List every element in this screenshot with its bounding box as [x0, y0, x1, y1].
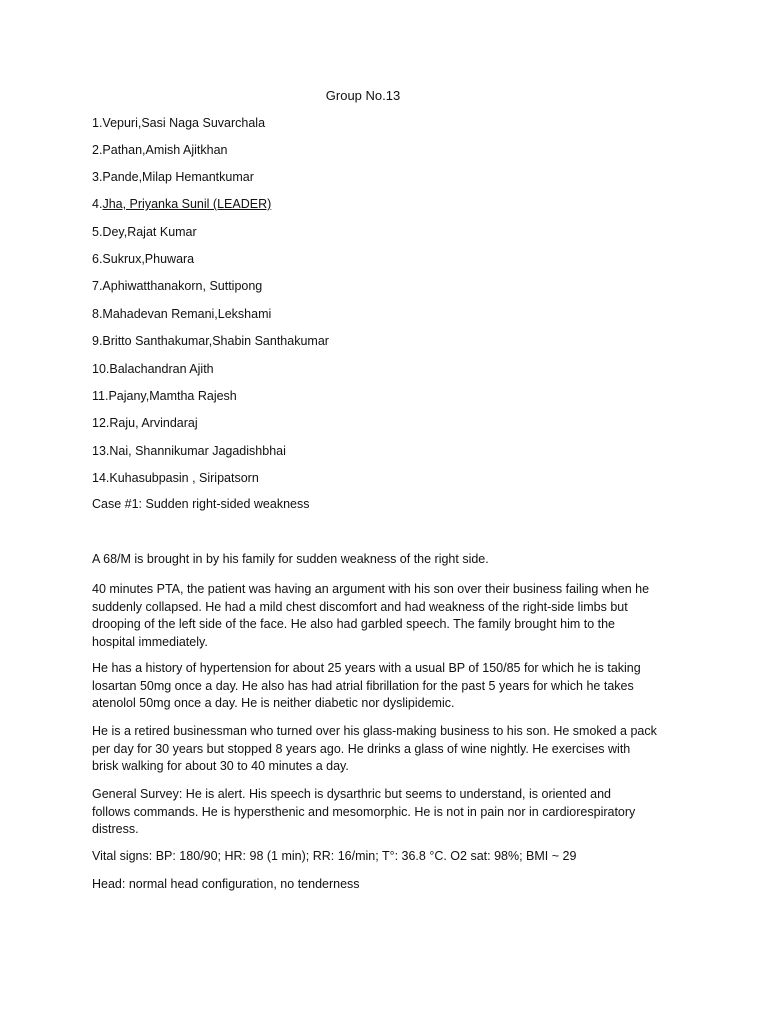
paragraph-line: atenolol 50mg once a day. He is neither diabetic nor dyslipidemic. — [92, 696, 455, 710]
paragraph-line: He has a history of hypertension for about 25 years with a usual BP of 150/85 for which he is taking — [92, 661, 641, 675]
paragraph-line: Vital signs: BP: 180/90; HR: 98 (1 min); RR: 16/min; T°: 36.8 °C. O2 sat: 98%; BMI ~ 29 — [92, 849, 577, 863]
paragraph-line: suddenly collapsed. He had a mild chest discomfort and had weakness of the right-side limbs but — [92, 599, 628, 614]
member-item-leader — [92, 197, 271, 211]
case-title: Case #1: Sudden right-sided weakness — [92, 497, 310, 511]
group-title: Group No.13 — [325, 88, 401, 103]
member-item: 13.Nai, Shannikumar Jagadishbhai — [92, 444, 286, 458]
case-paragraph — [92, 581, 692, 651]
member-item: 12.Raju, Arvindaraj — [92, 416, 198, 430]
paragraph-line: He is a retired businessman who turned over his glass-making business to his son. He smoked a pack — [92, 724, 657, 738]
paragraph-line: 40 minutes PTA, the patient was having an argument with his son over their business failing when he — [92, 582, 650, 596]
member-item: 1.Vepuri,Sasi Naga Suvarchala — [92, 116, 266, 130]
paragraph-line: drooping of the left side of the face. He also had garbled speech. The family brought him to the — [92, 617, 616, 631]
case-paragraph — [92, 660, 692, 713]
member-item: 3.Pande,Milap Hemantkumar — [92, 170, 254, 184]
member-item: 14.Kuhasubpasin , Siripatsorn — [92, 471, 259, 485]
case-paragraph — [92, 848, 692, 866]
member-item: 10.Balachandran Ajith — [92, 362, 214, 376]
paragraph-line: brisk walking for about 30 to 40 minutes a day. — [92, 759, 349, 773]
member-item: 2.Pathan,Amish Ajitkhan — [92, 143, 228, 157]
paragraph-line: per day for 30 years but stopped 8 years ago. He drinks a glass of wine nightly. He exercises with — [92, 741, 631, 756]
member-item: 9.Britto Santhakumar,Shabin Santhakumar — [92, 334, 329, 348]
member-item: 7.Aphiwatthanakorn, Suttipong — [92, 279, 263, 293]
paragraph-line: Head: normal head configuration, no tenderness — [92, 877, 360, 891]
member-number: 4. — [92, 197, 103, 211]
member-item: 6.Sukrux,Phuwara — [92, 252, 195, 266]
paragraph-line: A 68/M is brought in by his family for sudden weakness of the right side. — [92, 552, 489, 566]
paragraph-line: General Survey: He is alert. His speech is dysarthric but seems to understand, is oriented and — [92, 787, 612, 801]
paragraph-line: distress. — [92, 822, 139, 836]
member-item: 8.Mahadevan Remani,Lekshami — [92, 307, 272, 321]
member-item: 5.Dey,Rajat Kumar — [92, 225, 197, 239]
case-paragraph — [92, 786, 692, 839]
case-paragraph — [92, 551, 692, 569]
case-paragraph — [92, 723, 692, 776]
member-item: 11.Pajany,Mamtha Rajesh — [92, 389, 237, 403]
leader-name: Jha, Priyanka Sunil (LEADER) — [102, 197, 272, 211]
paragraph-line: losartan 50mg once a day. He also has had atrial fibrillation for the past 5 years for which he takes — [92, 678, 634, 693]
paragraph-line: follows commands. He is hypersthenic and mesomorphic. He is not in pain nor in cardiorespiratory — [92, 804, 636, 819]
case-paragraph — [92, 876, 692, 894]
paragraph-line: hospital immediately. — [92, 634, 208, 649]
